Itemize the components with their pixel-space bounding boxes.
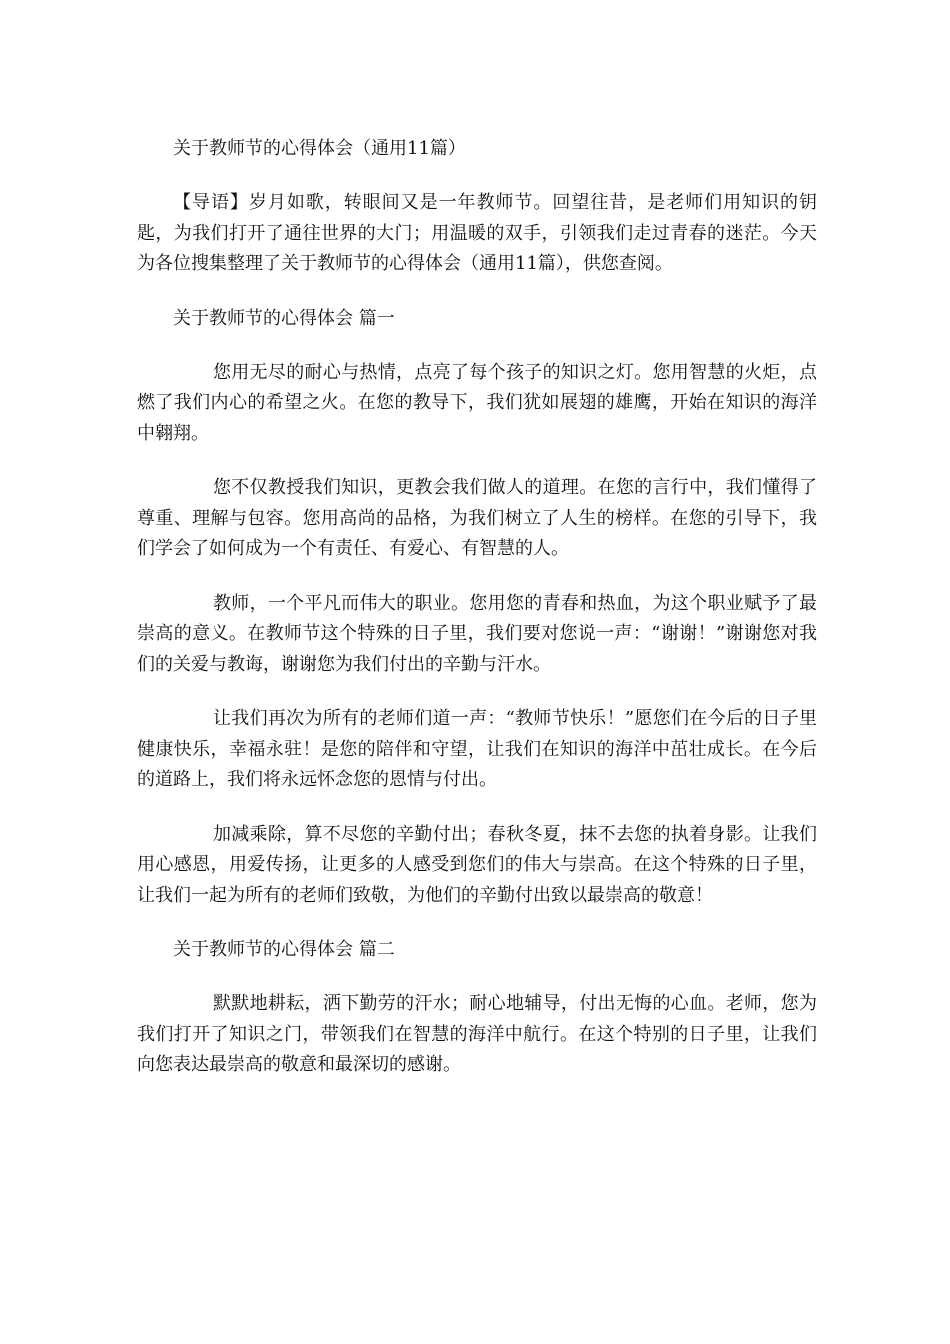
paragraph: 让我们再次为所有的老师们道一声：“教师节快乐！”愿您们在今后的日子里健康快乐，幸福永驻！是您的陪伴和守望，让我们在知识的海洋中茁壮成长。在今后的道路上，我们将永远怀念您的恩情与付出。 [137,708,817,790]
paragraph: 您用无尽的耐心与热情，点亮了每个孩子的知识之灯。您用智慧的火炬，点燃了我们内心的希望之火。在您的教导下，我们犹如展翅的雄鹰，开始在知识的海洋中翱翔。 [137,361,817,444]
paragraph: 教师，一个平凡而伟大的职业。您用您的青春和热血，为这个职业赋予了最崇高的意义。在教师节这个特殊的日子里，我们要对您说一声：“谢谢！”谢谢您对我们的关爱与教诲，谢谢您为我们付出的辛勤与汗水。 [137,592,817,675]
intro-paragraph: 【导语】岁月如歌，转眼间又是一年教师节。回望往昔，是老师们用知识的钥匙，为我们打开了通往世界的大门；用温暖的双手，引领我们走过青春的迷茫。今天为各位搜集整理了关于教师节的心得体会（通用11篇），供您查阅。 [137,192,817,274]
document-body [137,134,817,1105]
paragraph: 加减乘除，算不尽您的辛勤付出；春秋冬夏，抹不去您的执着身影。让我们用心感恩，用爱传扬，让更多的人感受到您们的伟大与崇高。在这个特殊的日子里，让我们一起为所有的老师们致敬，为他们的辛勤付出致以最崇高的敬意！ [137,823,817,906]
paragraph: 您不仅教授我们知识，更教会我们做人的道理。在您的言行中，我们懂得了尊重、理解与包容。您用高尚的品格，为我们树立了人生的榜样。在您的引导下，我们学会了如何成为一个有责任、有爱心、有智慧的人。 [137,477,817,559]
section-title-1: 关于教师节的心得体会 篇一 [173,307,395,329]
document-title: 关于教师节的心得体会（通用11篇） [173,138,466,159]
paragraph: 默默地耕耘，洒下勤劳的汗水；耐心地辅导，付出无悔的心血。老师，您为我们打开了知识之门，带领我们在智慧的海洋中航行。在这个特别的日子里，让我们向您表达最崇高的敬意和最深切的感谢。 [137,993,817,1075]
section-title-2: 关于教师节的心得体会 篇二 [173,939,395,960]
